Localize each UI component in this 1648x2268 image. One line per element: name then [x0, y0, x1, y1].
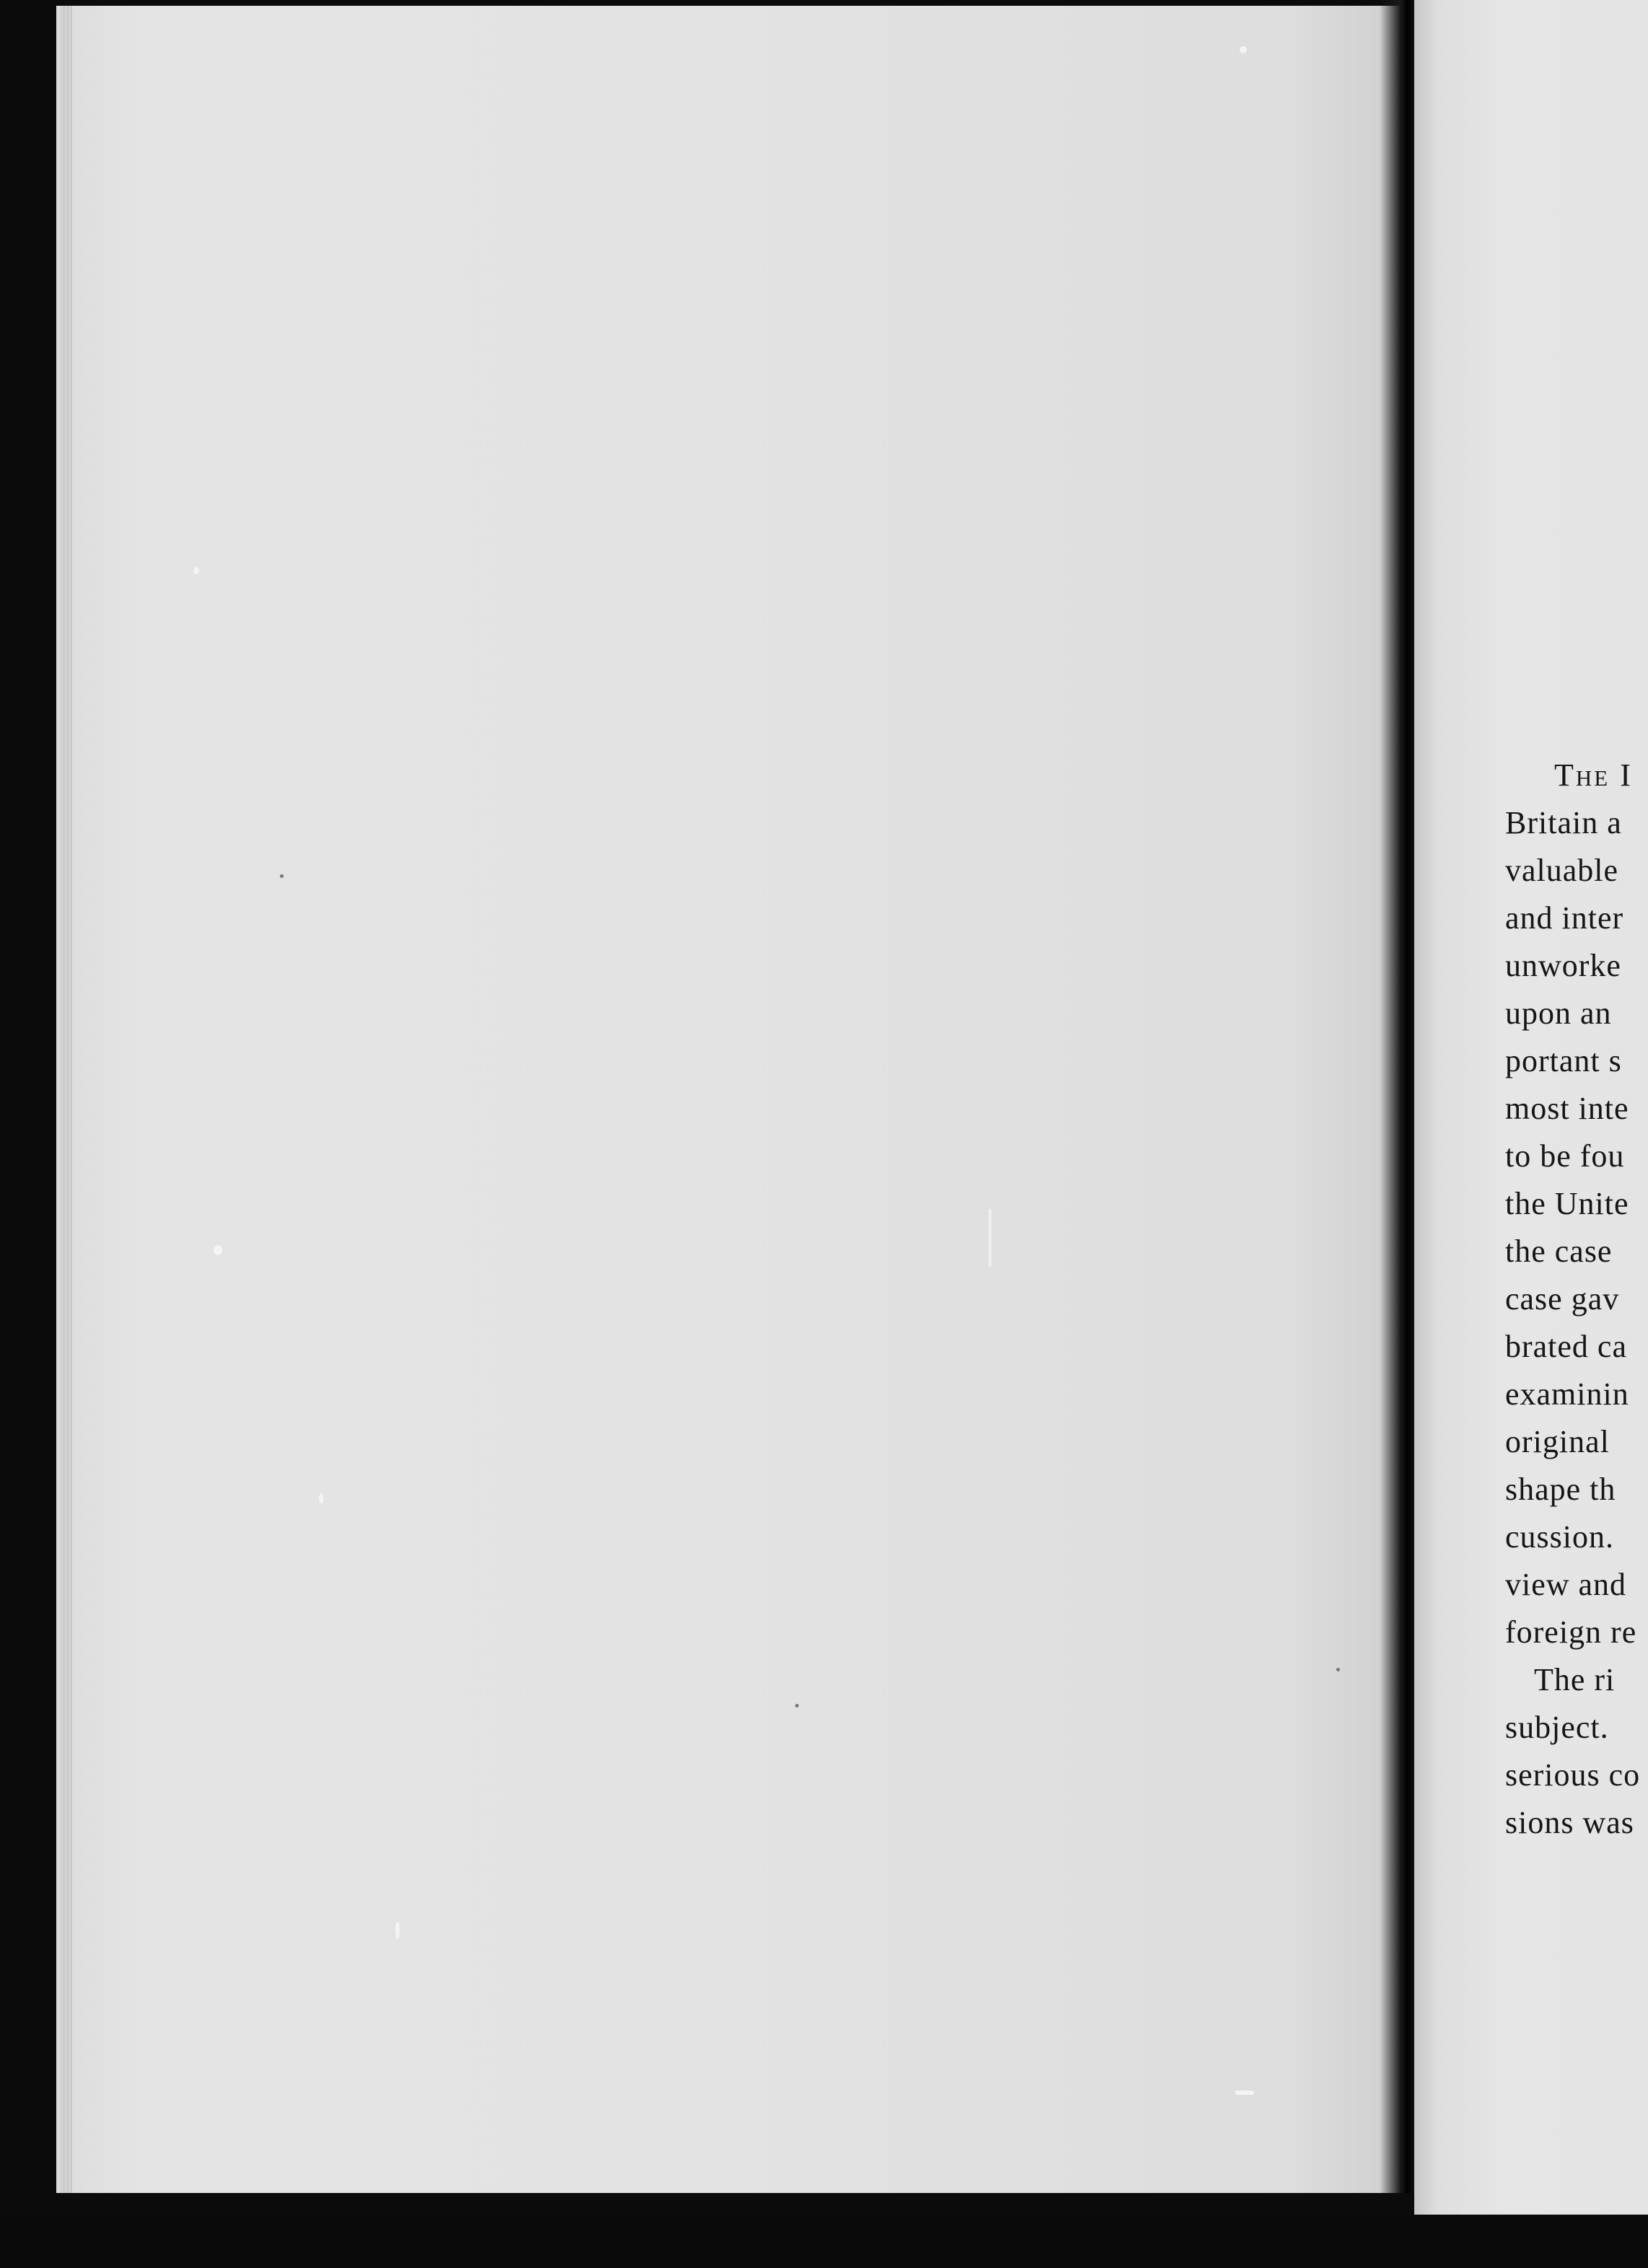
text-line: to be fou	[1505, 1138, 1625, 1174]
text-line: the Unite	[1505, 1186, 1629, 1221]
text-line: portant s	[1505, 1043, 1622, 1078]
text-line: Britain a	[1505, 805, 1622, 840]
text-line: most inte	[1505, 1091, 1629, 1126]
text-line: sions was	[1505, 1805, 1634, 1840]
dust-speck	[280, 874, 284, 878]
text-line: and inter	[1505, 900, 1624, 936]
dust-speck	[214, 1245, 222, 1255]
scan-bottom-border	[0, 2215, 1648, 2268]
text-line: view and	[1505, 1567, 1627, 1602]
text-line: serious co	[1505, 1757, 1641, 1793]
text-line: subject.	[1505, 1710, 1609, 1745]
text-line: case gav	[1505, 1281, 1620, 1317]
dust-speck	[989, 1209, 991, 1267]
blank-left-page	[56, 6, 1403, 2193]
text-line: shape th	[1505, 1472, 1616, 1507]
text-line: examinin	[1505, 1376, 1629, 1412]
text-line: valuable	[1505, 853, 1619, 888]
dust-speck	[1240, 46, 1247, 53]
dust-speck	[395, 1922, 400, 1939]
text-line: upon an	[1505, 995, 1612, 1031]
dust-speck	[1336, 1668, 1340, 1671]
text-line: The I	[1554, 757, 1633, 793]
text-line: The ri	[1534, 1662, 1616, 1697]
text-line: foreign re	[1505, 1614, 1637, 1650]
dust-speck	[795, 1704, 799, 1707]
text-line: brated ca	[1505, 1329, 1627, 1364]
dust-speck	[193, 567, 199, 574]
text-line: cussion.	[1505, 1519, 1614, 1555]
left-page-edge	[61, 6, 72, 2193]
text-line: original	[1505, 1424, 1610, 1459]
dust-speck	[319, 1493, 323, 1503]
text-line: the case	[1505, 1234, 1613, 1269]
dust-speck	[1235, 2091, 1254, 2095]
text-line: unworke	[1505, 948, 1621, 983]
